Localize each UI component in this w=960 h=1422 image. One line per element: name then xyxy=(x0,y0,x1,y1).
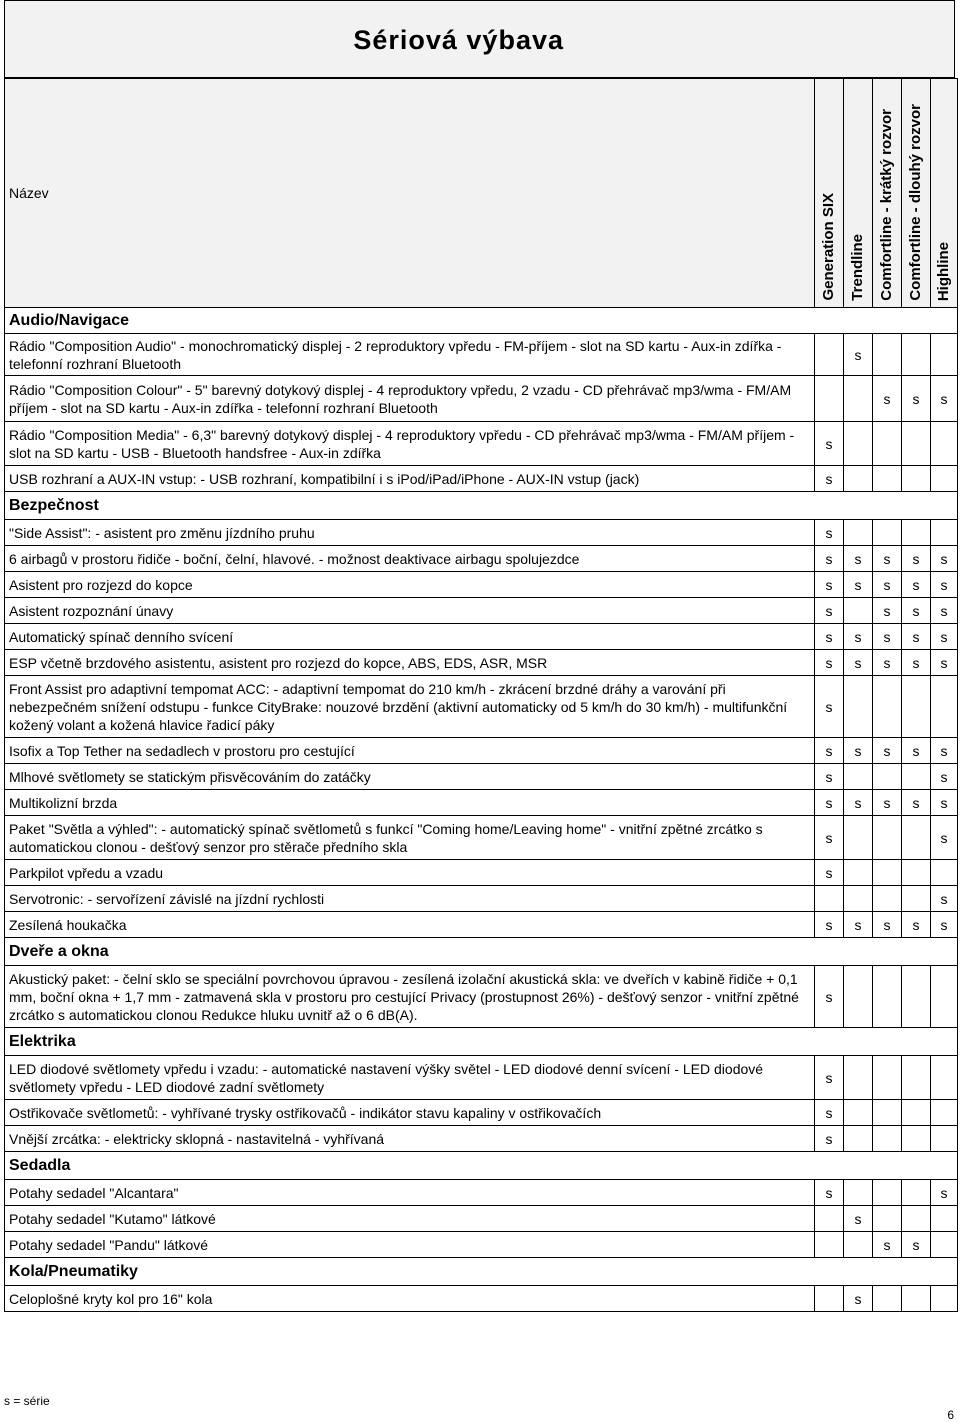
availability-cell xyxy=(873,764,902,790)
availability-cell xyxy=(902,422,931,466)
availability-cell: s xyxy=(873,790,902,816)
table-row xyxy=(5,422,958,466)
availability-cell xyxy=(902,1126,931,1152)
feature-label: Rádio "Composition Audio" - monochromatický displej - 2 reproduktory vpředu - FM-příjem - slot na SD kartu - Aux-in zdířka - telefonní rozhraní Bluetooth xyxy=(5,334,815,376)
availability-cell xyxy=(902,1100,931,1126)
section-title: Bezpečnost xyxy=(5,492,958,520)
column-header: Trendline xyxy=(844,79,873,308)
availability-cell: s xyxy=(873,546,902,572)
table-row xyxy=(5,816,958,860)
availability-cell xyxy=(815,1232,844,1258)
availability-cell: s xyxy=(902,624,931,650)
availability-cell xyxy=(873,1206,902,1232)
availability-cell xyxy=(931,1056,958,1100)
feature-label: Rádio "Composition Colour" - 5" barevný dotykový displej - 4 reproduktory vpředu, 2 vzadu - CD přehrávač mp3/wma - FM/AM příjem - slot na SD kartu - Aux-in zdířka - telefonní rozhraní Bluetooth xyxy=(5,376,815,422)
availability-cell: s xyxy=(815,546,844,572)
availability-cell: s xyxy=(815,422,844,466)
availability-cell: s xyxy=(931,738,958,764)
availability-cell: s xyxy=(873,572,902,598)
column-header: Generation SIX xyxy=(815,79,844,308)
availability-cell xyxy=(931,466,958,492)
availability-cell xyxy=(931,860,958,886)
table-row xyxy=(5,886,958,912)
availability-cell xyxy=(844,1056,873,1100)
availability-cell: s xyxy=(902,738,931,764)
legend: s = série xyxy=(4,1394,50,1408)
table-row xyxy=(5,1056,958,1100)
feature-label: ESP včetně brzdového asistentu, asistent pro rozjezd do kopce, ABS, EDS, ASR, MSR xyxy=(5,650,815,676)
availability-cell: s xyxy=(902,546,931,572)
availability-cell xyxy=(844,966,873,1028)
table-row xyxy=(5,1286,958,1312)
availability-cell: s xyxy=(844,650,873,676)
availability-cell xyxy=(931,676,958,738)
availability-cell xyxy=(844,1180,873,1206)
feature-label: Servotronic: - servořízení závislé na jízdní rychlosti xyxy=(5,886,815,912)
availability-cell: s xyxy=(902,650,931,676)
availability-cell xyxy=(844,886,873,912)
table-row xyxy=(5,376,958,422)
availability-cell: s xyxy=(902,376,931,422)
availability-cell: s xyxy=(873,1232,902,1258)
section-title: Kola/Pneumatiky xyxy=(5,1258,958,1286)
feature-label: Front Assist pro adaptivní tempomat ACC: - adaptivní tempomat do 210 km/h - zkrácení brzdné dráhy a varování při nebezpečném snížení odstupu - funkce CityBrake: nouzové brzdění (aktivní automaticky od 5 km/h do 30 km/h) - multifunkční kožený volant a kožená hlavice řadicí páky xyxy=(5,676,815,738)
equipment-table xyxy=(4,78,958,1312)
section-title: Elektrika xyxy=(5,1028,958,1056)
feature-label: Ostřikovače světlometů: - vyhřívané trysky ostřikovačů - indikátor stavu kapaliny v ostřikovačích xyxy=(5,1100,815,1126)
feature-label: Asistent pro rozjezd do kopce xyxy=(5,572,815,598)
column-header: Comfortline - krátký rozvor xyxy=(873,79,902,308)
availability-cell: s xyxy=(815,598,844,624)
availability-cell xyxy=(931,1206,958,1232)
availability-cell: s xyxy=(873,624,902,650)
availability-cell: s xyxy=(902,790,931,816)
feature-label: Automatický spínač denního svícení xyxy=(5,624,815,650)
availability-cell xyxy=(844,1100,873,1126)
feature-label: LED diodové světlomety vpředu i vzadu: - automatické nastavení výšky světel - LED diodové denní svícení - LED diodové světlomety vpředu - LED diodové zadní světlomety xyxy=(5,1056,815,1100)
page-number: 6 xyxy=(947,1408,954,1422)
availability-cell: s xyxy=(815,1056,844,1100)
page-title: Sériová výbava xyxy=(353,25,564,55)
availability-cell: s xyxy=(815,764,844,790)
availability-cell xyxy=(815,376,844,422)
availability-cell: s xyxy=(815,624,844,650)
feature-label: Vnější zrcátka: - elektricky sklopná - nastavitelná - vyhřívaná xyxy=(5,1126,815,1152)
availability-cell: s xyxy=(873,650,902,676)
availability-cell xyxy=(902,1286,931,1312)
availability-cell: s xyxy=(931,886,958,912)
availability-cell xyxy=(844,376,873,422)
table-row xyxy=(5,764,958,790)
table-row xyxy=(5,676,958,738)
section-row xyxy=(5,308,958,334)
availability-cell xyxy=(815,886,844,912)
availability-cell: s xyxy=(815,520,844,546)
availability-cell xyxy=(902,466,931,492)
availability-cell xyxy=(931,1126,958,1152)
table-row xyxy=(5,790,958,816)
availability-cell: s xyxy=(873,738,902,764)
feature-label: "Side Assist": - asistent pro změnu jízdního pruhu xyxy=(5,520,815,546)
availability-cell: s xyxy=(844,790,873,816)
availability-cell: s xyxy=(931,572,958,598)
availability-cell xyxy=(873,966,902,1028)
feature-label: Akustický paket: - čelní sklo se speciální povrchovou úpravou - zesílená izolační akustická skla: ve dveřích v kabině řidiče + 0,1 mm, boční okna + 1,7 mm - zatmavená skla v prostoru pro cestující Privacy (prostupnost 26%) - dešťový senzor - vnitřní zpětné zrcátko s automatickou clonou Redukce hluku uvnitř až o 6 dB(A). xyxy=(5,966,815,1028)
availability-cell: s xyxy=(815,860,844,886)
availability-cell xyxy=(902,966,931,1028)
table-row xyxy=(5,860,958,886)
feature-label: Potahy sedadel "Kutamo" látkové xyxy=(5,1206,815,1232)
table-row xyxy=(5,738,958,764)
feature-label: Multikolizní brzda xyxy=(5,790,815,816)
availability-cell xyxy=(873,1126,902,1152)
availability-cell: s xyxy=(931,912,958,938)
table-row xyxy=(5,598,958,624)
availability-cell xyxy=(931,422,958,466)
feature-label: USB rozhraní a AUX-IN vstup: - USB rozhraní, kompatibilní i s iPod/iPad/iPhone - AUX-IN vstup (jack) xyxy=(5,466,815,492)
availability-cell xyxy=(844,598,873,624)
availability-cell: s xyxy=(931,816,958,860)
table-row xyxy=(5,912,958,938)
availability-cell xyxy=(815,1286,844,1312)
availability-cell: s xyxy=(873,376,902,422)
availability-cell: s xyxy=(815,1100,844,1126)
table-row xyxy=(5,572,958,598)
availability-cell xyxy=(931,520,958,546)
availability-cell: s xyxy=(902,1232,931,1258)
availability-cell: s xyxy=(844,1286,873,1312)
availability-cell: s xyxy=(931,598,958,624)
availability-cell xyxy=(902,1206,931,1232)
availability-cell xyxy=(931,966,958,1028)
availability-cell xyxy=(873,520,902,546)
availability-cell: s xyxy=(902,572,931,598)
availability-cell: s xyxy=(815,966,844,1028)
table-row xyxy=(5,1232,958,1258)
availability-cell xyxy=(902,886,931,912)
header-row xyxy=(5,79,958,308)
availability-cell: s xyxy=(844,624,873,650)
availability-cell xyxy=(873,1056,902,1100)
availability-cell xyxy=(844,422,873,466)
availability-cell xyxy=(873,1286,902,1312)
availability-cell: s xyxy=(815,790,844,816)
availability-cell: s xyxy=(931,546,958,572)
section-title: Dveře a okna xyxy=(5,938,958,966)
availability-cell: s xyxy=(815,1180,844,1206)
availability-cell xyxy=(902,860,931,886)
availability-cell xyxy=(873,334,902,376)
availability-cell xyxy=(844,1126,873,1152)
table-row xyxy=(5,624,958,650)
table-row xyxy=(5,1126,958,1152)
column-header: Comfortline - dlouhý rozvor xyxy=(902,79,931,308)
feature-label: Isofix a Top Tether na sedadlech v prostoru pro cestující xyxy=(5,738,815,764)
availability-cell: s xyxy=(815,1126,844,1152)
table-row xyxy=(5,334,958,376)
availability-cell: s xyxy=(931,764,958,790)
availability-cell xyxy=(844,764,873,790)
table-row xyxy=(5,966,958,1028)
availability-cell xyxy=(902,1056,931,1100)
availability-cell: s xyxy=(931,624,958,650)
availability-cell xyxy=(844,520,873,546)
section-row xyxy=(5,492,958,520)
availability-cell: s xyxy=(844,572,873,598)
title-box xyxy=(4,0,955,78)
availability-cell xyxy=(873,886,902,912)
availability-cell: s xyxy=(931,376,958,422)
feature-label: Paket "Světla a výhled": - automatický spínač světlometů s funkcí "Coming home/Leaving home" - vnitřní zpětné zrcátko s automatickou clonou - dešťový senzor pro stěrače předního skla xyxy=(5,816,815,860)
section-row xyxy=(5,938,958,966)
availability-cell: s xyxy=(815,912,844,938)
section-title: Audio/Navigace xyxy=(5,308,958,334)
name-header: Název xyxy=(5,79,815,308)
availability-cell xyxy=(844,816,873,860)
availability-cell: s xyxy=(844,546,873,572)
availability-cell: s xyxy=(931,1180,958,1206)
availability-cell: s xyxy=(873,598,902,624)
feature-label: Rádio "Composition Media" - 6,3" barevný dotykový displej - 4 reproduktory vpředu - CD přehrávač mp3/wma - FM/AM příjem - slot na SD kartu - USB - Bluetooth handsfree - Aux-in zdířka xyxy=(5,422,815,466)
availability-cell: s xyxy=(815,738,844,764)
availability-cell xyxy=(873,1100,902,1126)
availability-cell xyxy=(902,334,931,376)
availability-cell xyxy=(844,676,873,738)
feature-label: Potahy sedadel "Alcantara" xyxy=(5,1180,815,1206)
table-row xyxy=(5,466,958,492)
availability-cell xyxy=(931,1232,958,1258)
availability-cell xyxy=(931,334,958,376)
availability-cell: s xyxy=(815,676,844,738)
availability-cell xyxy=(902,816,931,860)
availability-cell: s xyxy=(815,572,844,598)
availability-cell xyxy=(815,1206,844,1232)
availability-cell: s xyxy=(844,1206,873,1232)
feature-label: Celoplošné kryty kol pro 16" kola xyxy=(5,1286,815,1312)
availability-cell xyxy=(873,1180,902,1206)
availability-cell xyxy=(873,466,902,492)
availability-cell xyxy=(902,676,931,738)
availability-cell: s xyxy=(902,912,931,938)
availability-cell: s xyxy=(815,466,844,492)
availability-cell xyxy=(873,422,902,466)
section-row xyxy=(5,1258,958,1286)
availability-cell: s xyxy=(844,738,873,764)
table-row xyxy=(5,520,958,546)
availability-cell xyxy=(902,1180,931,1206)
section-title: Sedadla xyxy=(5,1152,958,1180)
feature-label: Zesílená houkačka xyxy=(5,912,815,938)
availability-cell xyxy=(931,1286,958,1312)
feature-label: 6 airbagů v prostoru řidiče - boční, čelní, hlavové. - možnost deaktivace airbagu spolujezdce xyxy=(5,546,815,572)
table-row xyxy=(5,546,958,572)
availability-cell xyxy=(873,676,902,738)
availability-cell xyxy=(844,1232,873,1258)
availability-cell xyxy=(844,860,873,886)
availability-cell xyxy=(844,466,873,492)
feature-label: Asistent rozpoznání únavy xyxy=(5,598,815,624)
availability-cell xyxy=(902,520,931,546)
availability-cell: s xyxy=(844,334,873,376)
availability-cell: s xyxy=(815,650,844,676)
availability-cell xyxy=(815,334,844,376)
availability-cell xyxy=(873,816,902,860)
table-row xyxy=(5,1180,958,1206)
feature-label: Potahy sedadel "Pandu" látkové xyxy=(5,1232,815,1258)
availability-cell: s xyxy=(931,650,958,676)
availability-cell: s xyxy=(902,598,931,624)
feature-label: Mlhové světlomety se statickým přisvěcováním do zatáčky xyxy=(5,764,815,790)
table-row xyxy=(5,650,958,676)
availability-cell xyxy=(873,860,902,886)
section-row xyxy=(5,1152,958,1180)
section-row xyxy=(5,1028,958,1056)
column-header: Highline xyxy=(931,79,958,308)
availability-cell: s xyxy=(873,912,902,938)
availability-cell xyxy=(931,1100,958,1126)
availability-cell: s xyxy=(844,912,873,938)
feature-label: Parkpilot vpředu a vzadu xyxy=(5,860,815,886)
availability-cell: s xyxy=(931,790,958,816)
availability-cell xyxy=(902,764,931,790)
availability-cell: s xyxy=(815,816,844,860)
table-row xyxy=(5,1206,958,1232)
table-row xyxy=(5,1100,958,1126)
